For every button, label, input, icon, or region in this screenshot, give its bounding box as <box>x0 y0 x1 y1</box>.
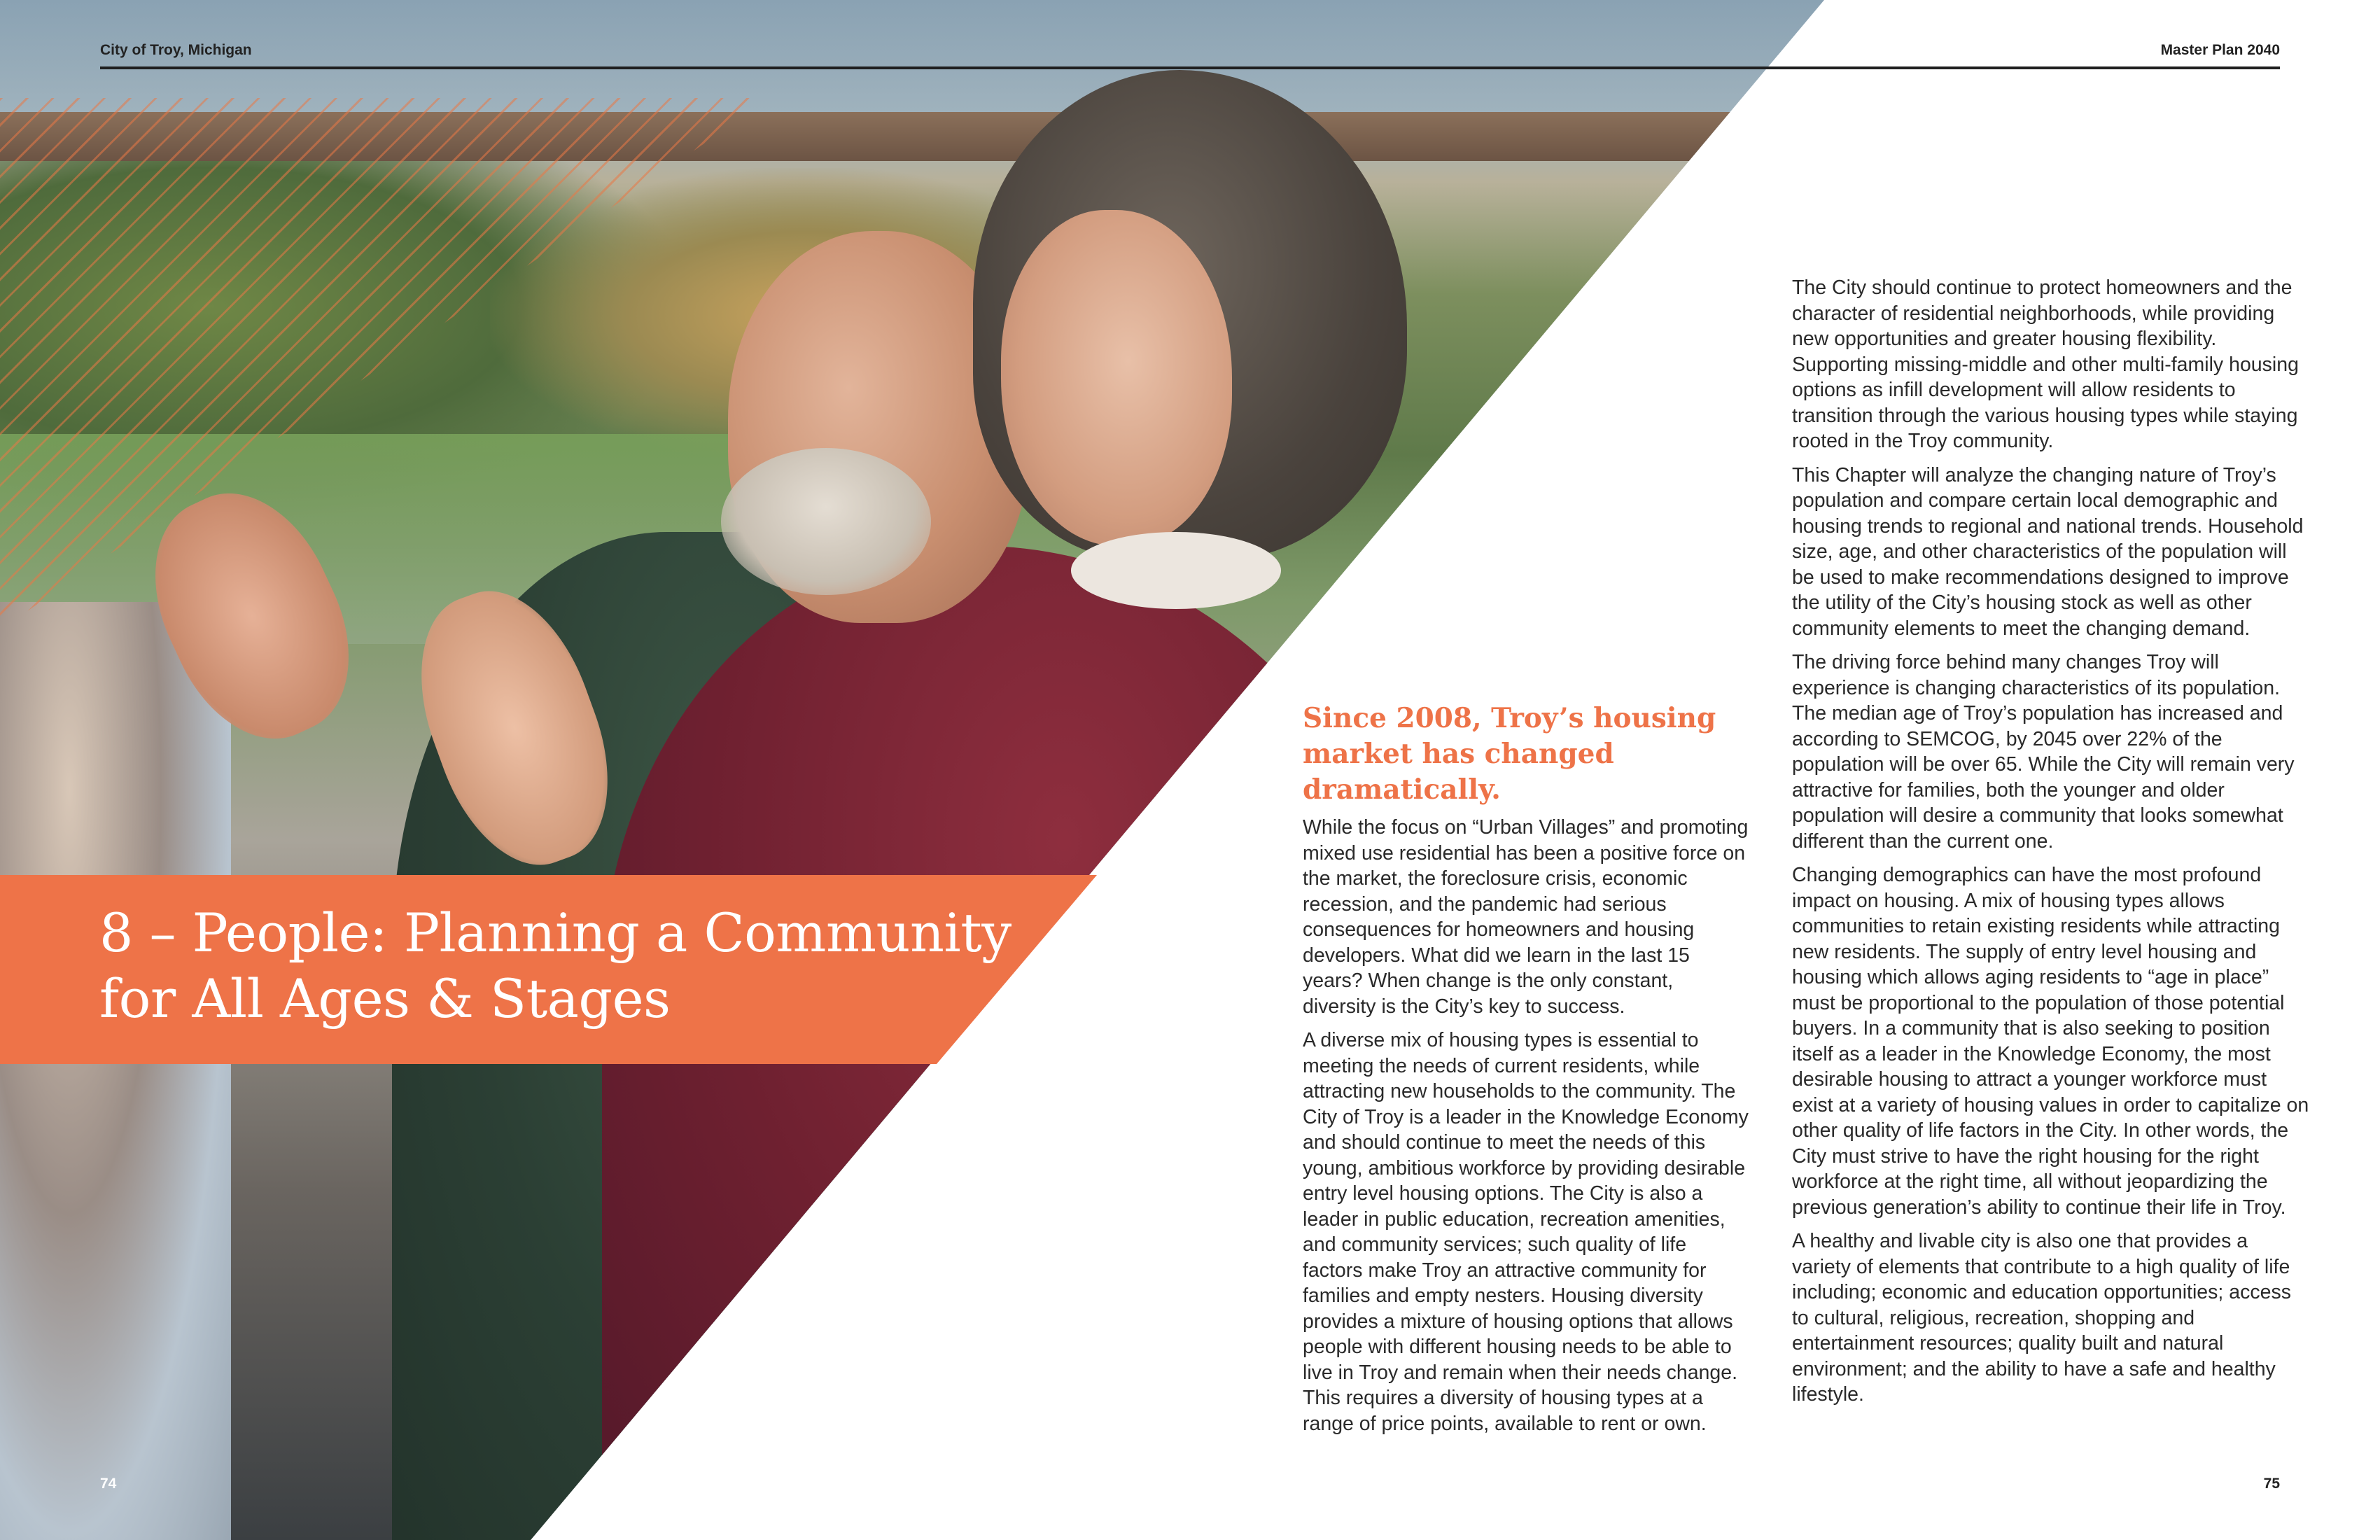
chapter-title-line-2: for All Ages & Stages <box>99 967 671 1030</box>
pull-quote: Since 2008, Troy’s housing market has changed dramatically. <box>1303 702 1716 806</box>
header-document-title: Master Plan 2040 <box>2160 42 2280 58</box>
middle-text-column <box>1303 701 1751 1445</box>
paragraph: This Chapter will analyze the changing nature of Troy’s population and compare certain local demographic and housing trends to regional and national trends. Household size, age, and other characteristics of the population will be used to make recommendations designed to improve the utility of the City’s housing stock as well as other community elements to meet the changing demand. <box>1792 463 2304 640</box>
photo-woman-collar <box>1071 532 1281 609</box>
paragraph: While the focus on “Urban Villages” and promoting mixed use residential has been a positive force on the market, the foreclosure crisis, economic recession, and the pandemic had serious consequences for homeowners and housing developers. What did we learn in the last 15 years? When change is the only constant, diversity is the City’s key to success. <box>1303 816 1749 1018</box>
right-text-column <box>1792 275 2310 1416</box>
header-publisher: City of Troy, Michigan <box>100 42 252 58</box>
chapter-title <box>99 900 1093 1032</box>
paragraph: A healthy and livable city is also one that provides a variety of elements that contribute to a high quality of life including; economic and education opportunities; access to cultural, religious, recreation, shopping and entertainment resources; quality built and natural environment; and the ability to have a safe and healthy lifestyle. <box>1792 1230 2291 1406</box>
paragraph: The City should continue to protect homeowners and the character of residential neighborhoods, while providing new opportunities and greater housing flexibility. Supporting missing-middle and other multi-family housing options as infill development will allow residents to transition through the various housing types while staying rooted in the Troy community. <box>1792 276 2299 452</box>
page-number-right: 75 <box>2263 1476 2280 1492</box>
page-number-left: 74 <box>100 1476 117 1492</box>
header-rule <box>100 66 2280 69</box>
photo-man-beard <box>721 448 931 595</box>
photo-background-person <box>0 602 231 1540</box>
paragraph: Changing demographics can have the most profound impact on housing. A mix of housing types allows communities to retain existing residents while attracting new residents. The supply of entry level housing and housing which allows aging residents to “age in place” must be proportional to the population of those potential buyers. In a community that is also seeking to position itself as a leader in the Knowledge Economy, the most desirable housing to attract a younger workforce must exist at a variety of housing values in order to capitalize on other quality of life factors in the City. In other words, the City must strive to have the right housing for the right workforce at the right time, all without jeopardizing the previous generation’s ability to continue their life in Troy. <box>1792 864 2309 1219</box>
paragraph: A diverse mix of housing types is essential to meeting the needs of current residents, while attracting new households to the community. The City of Troy is a leader in the Knowledge Economy and should continue to meet the needs of this young, ambitious workforce by providing desirable entry level housing options. The City is also a leader in public education, recreation amenities, and community services; such quality of life factors make Troy an attractive community for families and empty nesters. Housing diversity provides a mixture of housing options that allows people with different housing needs to be able to live in Troy and remain when their needs change. This requires a diversity of housing types at a range of price points, available to rent or own. <box>1303 1029 1749 1435</box>
photo-woman-face <box>1001 210 1232 546</box>
paragraph: The driving force behind many changes Troy will experience is changing characteristics of its population. The median age of Troy’s population has increased and according to SEMCOG, by 2045 over 22% of the population will be over 65. While the City will remain very attractive for families, both the younger and older population will desire a community that looks somewhat different than the current one. <box>1792 651 2295 853</box>
chapter-title-line-1: 8 – People: Planning a Community <box>99 902 1011 964</box>
